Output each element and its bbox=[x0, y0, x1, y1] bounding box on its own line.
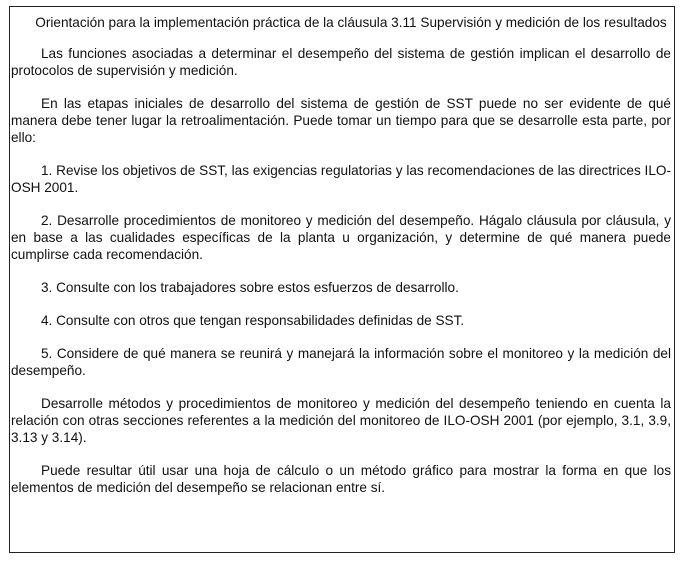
paragraph-initial-stages: En las etapas iniciales de desarrollo del sistema de gestión de SST puede no ser evidente de qué manera debe tener lugar la retroalimentación. Puede tomar un tiempo para que se desarrolle esta parte, por ello: bbox=[11, 96, 671, 145]
document-content bbox=[11, 14, 671, 512]
paragraph-intro: Las funciones asociadas a determinar el desempeño del sistema de gestión implican el desarrollo de protocolos de supervisión y medición. bbox=[11, 46, 671, 78]
list-item-1: 1. Revise los objetivos de SST, las exigencias regulatorias y las recomendaciones de las directrices ILO-OSH 2001. bbox=[11, 163, 671, 195]
list-item-2: 2. Desarrolle procedimientos de monitoreo y medición del desempeño. Hágalo cláusula por cláusula, y en base a las cualidades específicas de la planta u organización, y determine de qué manera puede cumplirse cada recomendación. bbox=[11, 213, 671, 262]
list-item-5: 5. Considere de qué manera se reunirá y manejará la información sobre el monitoreo y la medición del desempeño. bbox=[11, 346, 671, 378]
list-item-3: 3. Consulte con los trabajadores sobre estos esfuerzos de desarrollo. bbox=[41, 280, 459, 295]
list-item-4: 4. Consulte con otros que tengan responsabilidades definidas de SST. bbox=[41, 313, 465, 328]
paragraph-methods: Desarrolle métodos y procedimientos de monitoreo y medición del desempeño teniendo en cuenta la relación con otras secciones referentes a la medición del monitoreo de ILO-OSH 2001 (por ejemplo, 3.1, 3.9, 3.13 y 3.14). bbox=[11, 396, 671, 445]
paragraph-spreadsheet: Puede resultar útil usar una hoja de cálculo o un método gráfico para mostrar la forma en que los elementos de medición del desempeño se relacionan entre sí. bbox=[11, 463, 671, 495]
document-title: Orientación para la implementación práctica de la cláusula 3.11 Supervisión y medición de los resultados bbox=[35, 15, 667, 30]
